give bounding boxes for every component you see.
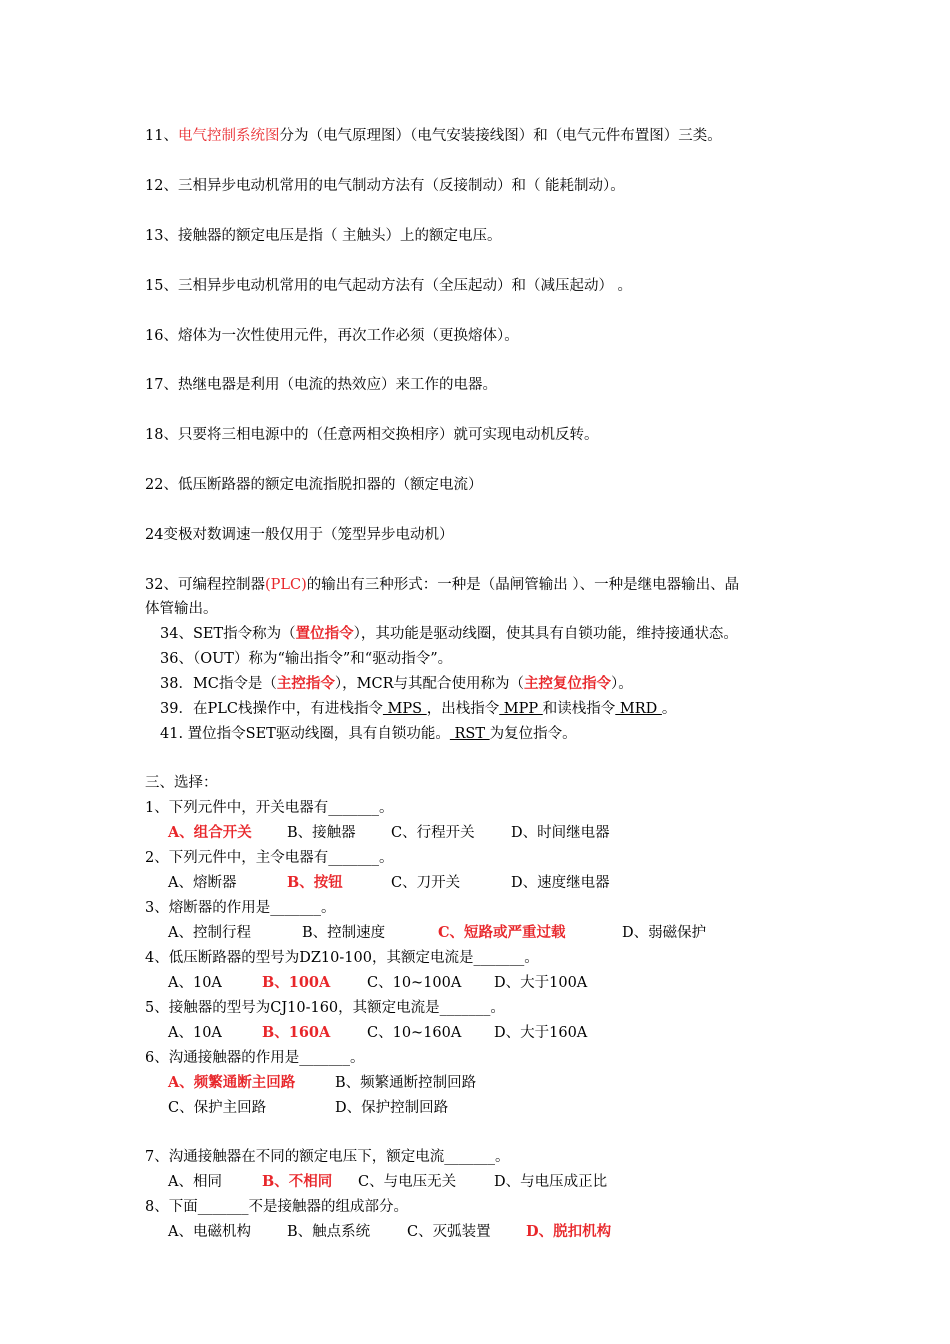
question-17: 17、热继电器是利用（电流的热效应）来工作的电器。 (145, 377, 497, 393)
choice-option-4-c: C、10~100A (367, 975, 462, 991)
choice-option-5-a: A、10A (168, 1025, 222, 1041)
question-15: 15、三相异步电动机常用的电气起动方法有（全压起动）和（减压起动） 。 (145, 278, 633, 294)
choice-option-6-c: C、保护主回路 (168, 1100, 267, 1116)
choice-option-1-b: B、接触器 (287, 825, 356, 841)
choice-option-8-d: D、脱扣机构 (526, 1223, 612, 1240)
choice-option-3-c: C、短路或严重过载 (438, 924, 566, 941)
choice-option-2-d: D、速度继电器 (511, 875, 610, 891)
question-18: 18、只要将三相电源中的（任意两相交换相序）就可实现电动机反转。 (145, 427, 599, 443)
question-text: ），MCR与其配合使用称为（ (334, 676, 525, 692)
question-22: 22、低压断路器的额定电流指脱扣器的（额定电流） (145, 477, 483, 493)
choice-question-2: 2、下列元件中，主令电器有_______。 (145, 850, 394, 866)
choice-option-3-d: D、弱磁保护 (622, 925, 707, 941)
choice-option-7-d: D、与电压成正比 (494, 1174, 608, 1190)
choice-option-3-a: A、控制行程 (168, 925, 251, 941)
choice-option-6-d: D、保护控制回路 (335, 1100, 449, 1116)
question-text: 32、可编程控制器 (145, 577, 265, 593)
question-text: 和读栈指令 (542, 701, 616, 717)
question-text: 38．MC指令是（ (160, 676, 277, 692)
question-39 (160, 698, 676, 720)
question-text: ），其功能是驱动线圈，使其具有自锁功能，维持接通状态。 (353, 626, 738, 642)
question-text: 为复位指令。 (489, 726, 577, 742)
choice-question-4: 4、低压断路器的型号为DZ10-100，其额定电流是_______。 (145, 950, 539, 966)
answer-highlight: 电气控制系统图 (177, 128, 280, 144)
question-11 (145, 125, 722, 147)
choice-question-1: 1、下列元件中，开关电器有_______。 (145, 800, 394, 816)
question-12: 12、三相异步电动机常用的电气制动方法有（反接制动）和（ 能耗制动）。 (145, 178, 625, 194)
question-text: 分为（电气原理图）（电气安装接线图）和（电气元件布置图）三类。 (279, 128, 722, 144)
question-text: 39．在PLC栈操作中，有进栈指令 (160, 701, 383, 717)
choice-question-6: 6、沟通接触器的作用是_______。 (145, 1050, 365, 1066)
question-36: 36、（OUT）称为“输出指令”和“驱动指令”。 (160, 651, 453, 667)
choice-option-1-d: D、时间继电器 (511, 825, 610, 841)
choice-option-5-b: B、160A (262, 1024, 331, 1041)
choice-option-8-b: B、触点系统 (287, 1224, 371, 1240)
choice-option-8-c: C、灭弧装置 (407, 1224, 491, 1240)
question-32-continued: 体管输出。 (145, 601, 218, 617)
question-38 (160, 673, 633, 695)
choice-option-5-c: C、10~160A (367, 1025, 462, 1041)
question-number: 11、 (145, 128, 178, 144)
question-16: 16、熔体为一次性使用元件，再次工作必须（更换熔体）。 (145, 328, 519, 344)
choice-option-2-c: C、刀开关 (391, 875, 461, 891)
answer-highlight: (PLC) (264, 577, 307, 593)
question-text: 。 (661, 701, 677, 717)
underlined-answer: RST (449, 726, 490, 742)
choice-option-4-b: B、100A (262, 974, 331, 991)
question-34 (160, 623, 738, 645)
choice-option-7-b: B、不相同 (262, 1173, 333, 1190)
choice-option-5-d: D、大于160A (494, 1025, 588, 1041)
question-24: 24变极对数调速一般仅用于（笼型异步电动机） (145, 527, 454, 543)
choice-option-2-b: B、按钮 (287, 874, 343, 891)
choice-question-3: 3、熔断器的作用是_______。 (145, 900, 336, 916)
choice-option-7-a: A、相同 (168, 1174, 222, 1190)
answer-highlight: 主控复位指令 (524, 675, 612, 692)
answer-highlight: 置位指令 (295, 625, 354, 642)
choice-option-8-a: A、电磁机构 (168, 1224, 251, 1240)
question-41 (160, 723, 577, 745)
choice-option-1-a: A、组合开关 (168, 824, 252, 841)
question-text: ）。 (611, 676, 633, 692)
question-text: ，出栈指令 (426, 701, 500, 717)
choice-option-4-d: D、大于100A (494, 975, 588, 991)
underlined-answer: MRD (615, 701, 662, 717)
choice-option-2-a: A、熔断器 (168, 875, 237, 891)
question-13: 13、接触器的额定电压是指（ 主触头）上的额定电压。 (145, 228, 502, 244)
choice-option-6-a: A、频繁通断主回路 (168, 1074, 296, 1091)
choice-option-3-b: B、控制速度 (302, 925, 386, 941)
section-title: 三、选择： (145, 775, 218, 791)
choice-option-4-a: A、10A (168, 975, 222, 991)
question-text: 34、SET指令称为（ (160, 626, 296, 642)
underlined-answer: MPP (499, 701, 543, 717)
choice-question-8: 8、下面_______不是接触器的组成部分。 (145, 1199, 408, 1215)
question-text: 的输出有三种形式：一种是（晶闸管输出 ）、一种是继电器输出、晶 (306, 577, 740, 593)
underlined-answer: MPS (382, 701, 427, 717)
choice-question-7: 7、沟通接触器在不同的额定电压下，额定电流_______。 (145, 1149, 510, 1165)
choice-option-6-b: B、频繁通断控制回路 (335, 1075, 477, 1091)
choice-question-5: 5、接触器的型号为CJ10-160，其额定电流是_______。 (145, 1000, 505, 1016)
choice-option-1-c: C、行程开关 (391, 825, 475, 841)
answer-highlight: 主控指令 (276, 675, 335, 692)
choice-option-7-c: C、与电压无关 (358, 1174, 457, 1190)
question-text: 41. 置位指令SET驱动线圈，具有自锁功能。 (160, 726, 450, 742)
question-32 (145, 574, 739, 596)
